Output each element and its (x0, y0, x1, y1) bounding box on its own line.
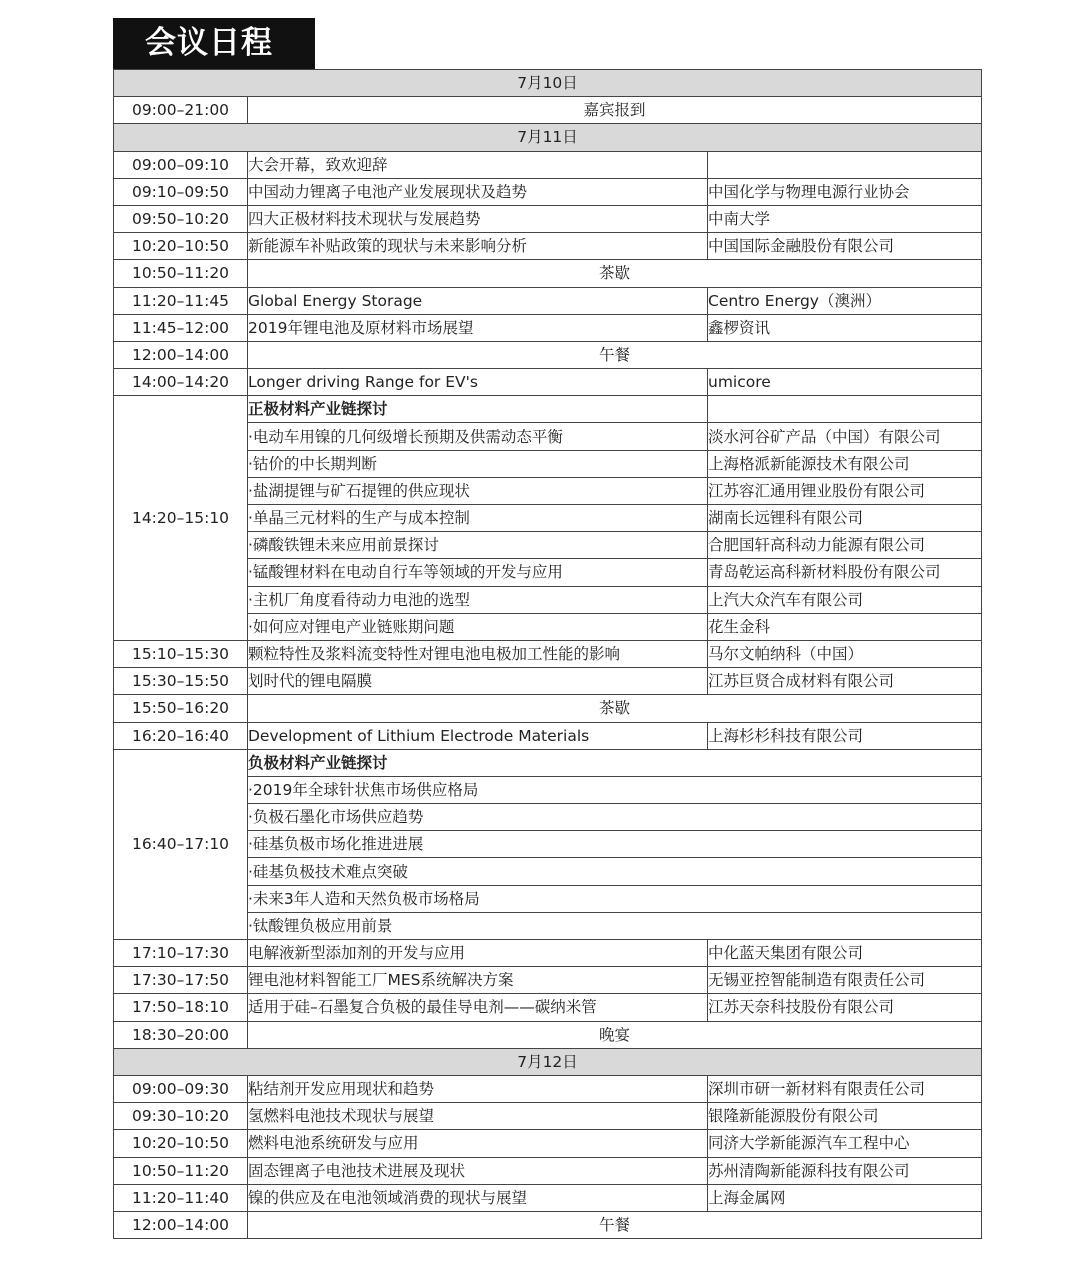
panel-topic: ·钛酸锂负极应用前景 (248, 912, 982, 939)
session-row (114, 314, 982, 341)
session-row (114, 722, 982, 749)
time-cell: 09:50–10:20 (114, 205, 248, 232)
organization-cell: 上汽大众汽车有限公司 (708, 586, 982, 613)
organization-cell: 中南大学 (708, 205, 982, 232)
organization-cell: 银隆新能源股份有限公司 (708, 1103, 982, 1130)
time-cell: 11:20–11:40 (114, 1184, 248, 1211)
time-cell: 10:50–11:20 (114, 1157, 248, 1184)
time-cell: 09:00–09:30 (114, 1075, 248, 1102)
session-row (114, 205, 982, 232)
session-row (114, 233, 982, 260)
session-row (114, 1103, 982, 1130)
panel-heading: 正极材料产业链探讨 (248, 396, 708, 423)
time-cell: 16:20–16:40 (114, 722, 248, 749)
day-header: 7月10日 (114, 70, 982, 97)
topic-cell: 粘结剂开发应用现状和趋势 (248, 1075, 708, 1102)
day-header: 7月11日 (114, 124, 982, 151)
time-cell: 11:45–12:00 (114, 314, 248, 341)
organization-cell: 深圳市研一新材料有限责任公司 (708, 1075, 982, 1102)
time-cell: 17:10–17:30 (114, 940, 248, 967)
topic-cell: 适用于硅–石墨复合负极的最佳导电剂——碳纳米管 (248, 994, 708, 1021)
time-cell: 14:20–15:10 (114, 396, 248, 641)
organization-cell: 湖南长远锂科有限公司 (708, 505, 982, 532)
break-row (114, 1211, 982, 1238)
panel-topic: ·电动车用镍的几何级增长预期及供需动态平衡 (248, 423, 708, 450)
organization-cell: 无锡亚控智能制造有限责任公司 (708, 967, 982, 994)
panel-topic: ·钴价的中长期判断 (248, 450, 708, 477)
organization-cell (708, 396, 982, 423)
organization-cell (708, 151, 982, 178)
panel-topic: ·2019年全球针状焦市场供应格局 (248, 776, 982, 803)
organization-cell: 淡水河谷矿产品（中国）有限公司 (708, 423, 982, 450)
schedule-body (114, 70, 982, 1239)
break-label: 嘉宾报到 (248, 97, 982, 124)
topic-cell: 燃料电池系统研发与应用 (248, 1130, 708, 1157)
session-row (114, 151, 982, 178)
time-cell: 15:10–15:30 (114, 640, 248, 667)
organization-cell: 上海杉杉科技有限公司 (708, 722, 982, 749)
session-row (114, 287, 982, 314)
topic-cell: 固态锂离子电池技术进展及现状 (248, 1157, 708, 1184)
topic-cell: Longer driving Range for EV's (248, 369, 708, 396)
page-title: 会议日程 (113, 18, 315, 69)
topic-cell: 中国动力锂离子电池产业发展现状及趋势 (248, 178, 708, 205)
topic-cell: 新能源车补贴政策的现状与未来影响分析 (248, 233, 708, 260)
break-label: 午餐 (248, 1211, 982, 1238)
session-row (114, 178, 982, 205)
time-cell: 12:00–14:00 (114, 1211, 248, 1238)
time-cell: 11:20–11:45 (114, 287, 248, 314)
organization-cell: 马尔文帕纳科（中国） (708, 640, 982, 667)
organization-cell: 江苏巨贤合成材料有限公司 (708, 668, 982, 695)
break-row (114, 695, 982, 722)
organization-cell: 江苏天奈科技股份有限公司 (708, 994, 982, 1021)
organization-cell: 花生金科 (708, 613, 982, 640)
time-cell: 12:00–14:00 (114, 341, 248, 368)
schedule-table (113, 69, 982, 1239)
organization-cell: Centro Energy（澳洲） (708, 287, 982, 314)
panel-topic: ·主机厂角度看待动力电池的选型 (248, 586, 708, 613)
topic-cell: Development of Lithium Electrode Materials (248, 722, 708, 749)
organization-cell: 上海格派新能源技术有限公司 (708, 450, 982, 477)
organization-cell: 青岛乾运高科新材料股份有限公司 (708, 559, 982, 586)
organization-cell: 鑫椤资讯 (708, 314, 982, 341)
organization-cell: 中化蓝天集团有限公司 (708, 940, 982, 967)
time-cell: 15:50–16:20 (114, 695, 248, 722)
session-row (114, 940, 982, 967)
session-row (114, 640, 982, 667)
session-row (114, 994, 982, 1021)
session-row (114, 1157, 982, 1184)
break-row (114, 260, 982, 287)
panel-heading: 负极材料产业链探讨 (248, 749, 982, 776)
session-row (114, 967, 982, 994)
organization-cell: 苏州清陶新能源科技有限公司 (708, 1157, 982, 1184)
time-cell: 16:40–17:10 (114, 749, 248, 939)
time-cell: 09:10–09:50 (114, 178, 248, 205)
time-cell: 09:30–10:20 (114, 1103, 248, 1130)
time-cell: 10:50–11:20 (114, 260, 248, 287)
time-cell: 10:20–10:50 (114, 233, 248, 260)
session-row (114, 1075, 982, 1102)
topic-cell: 电解液新型添加剂的开发与应用 (248, 940, 708, 967)
time-cell: 17:30–17:50 (114, 967, 248, 994)
time-cell: 09:00–21:00 (114, 97, 248, 124)
break-row (114, 97, 982, 124)
organization-cell: 合肥国轩高科动力能源有限公司 (708, 532, 982, 559)
organization-cell: 中国化学与物理电源行业协会 (708, 178, 982, 205)
topic-cell: 2019年锂电池及原材料市场展望 (248, 314, 708, 341)
time-cell: 18:30–20:00 (114, 1021, 248, 1048)
break-row (114, 341, 982, 368)
organization-cell: umicore (708, 369, 982, 396)
panel-topic: ·磷酸铁锂未来应用前景探讨 (248, 532, 708, 559)
session-row (114, 668, 982, 695)
panel-topic: ·锰酸锂材料在电动自行车等领域的开发与应用 (248, 559, 708, 586)
topic-cell: 氢燃料电池技术现状与展望 (248, 1103, 708, 1130)
break-label: 茶歇 (248, 260, 982, 287)
organization-cell: 同济大学新能源汽车工程中心 (708, 1130, 982, 1157)
break-label: 茶歇 (248, 695, 982, 722)
time-cell: 10:20–10:50 (114, 1130, 248, 1157)
panel-topic: ·如何应对锂电产业链账期问题 (248, 613, 708, 640)
panel-topic: ·硅基负极技术难点突破 (248, 858, 982, 885)
panel-heading-row (114, 396, 982, 423)
organization-cell: 上海金属网 (708, 1184, 982, 1211)
break-row (114, 1021, 982, 1048)
topic-cell: Global Energy Storage (248, 287, 708, 314)
topic-cell: 锂电池材料智能工厂MES系统解决方案 (248, 967, 708, 994)
panel-heading-row (114, 749, 982, 776)
topic-cell: 四大正极材料技术现状与发展趋势 (248, 205, 708, 232)
panel-topic: ·单晶三元材料的生产与成本控制 (248, 505, 708, 532)
day-header-row (114, 124, 982, 151)
day-header-row (114, 1048, 982, 1075)
panel-topic: ·未来3年人造和天然负极市场格局 (248, 885, 982, 912)
topic-cell: 颗粒特性及浆料流变特性对锂电池电极加工性能的影响 (248, 640, 708, 667)
break-label: 晚宴 (248, 1021, 982, 1048)
time-cell: 17:50–18:10 (114, 994, 248, 1021)
topic-cell: 镍的供应及在电池领域消费的现状与展望 (248, 1184, 708, 1211)
topic-cell: 划时代的锂电隔膜 (248, 668, 708, 695)
topic-cell: 大会开幕，致欢迎辞 (248, 151, 708, 178)
time-cell: 15:30–15:50 (114, 668, 248, 695)
organization-cell: 中国国际金融股份有限公司 (708, 233, 982, 260)
time-cell: 09:00–09:10 (114, 151, 248, 178)
organization-cell: 江苏容汇通用锂业股份有限公司 (708, 477, 982, 504)
panel-topic: ·盐湖提锂与矿石提锂的供应现状 (248, 477, 708, 504)
break-label: 午餐 (248, 341, 982, 368)
day-header-row (114, 70, 982, 97)
time-cell: 14:00–14:20 (114, 369, 248, 396)
day-header: 7月12日 (114, 1048, 982, 1075)
session-row (114, 369, 982, 396)
session-row (114, 1130, 982, 1157)
session-row (114, 1184, 982, 1211)
panel-topic: ·硅基负极市场化推进进展 (248, 831, 982, 858)
panel-topic: ·负极石墨化市场供应趋势 (248, 804, 982, 831)
